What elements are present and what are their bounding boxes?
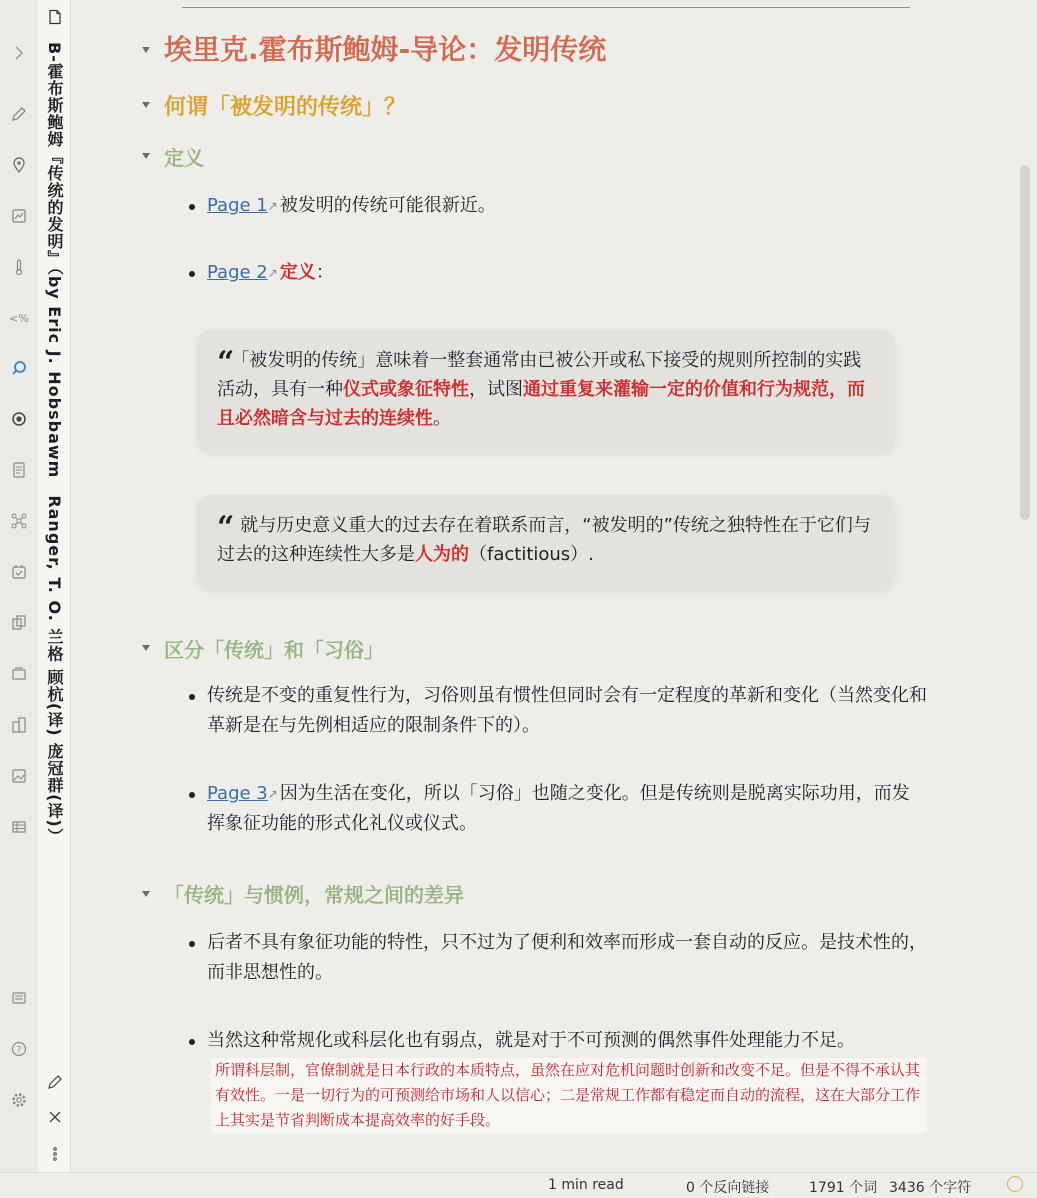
fold-arrow-icon[interactable]	[142, 891, 150, 897]
template-icon[interactable]: <%	[9, 311, 29, 325]
list-item: Page 3↗ 因为生活在变化，所以「习俗」也随之变化。但是传统则是脱离实际功用，而发挥象征功能的形式化礼仪或仪式。	[207, 783, 910, 834]
scrollbar[interactable]	[1020, 165, 1030, 520]
network-icon[interactable]	[9, 511, 29, 531]
vertical-tab[interactable]	[38, 0, 71, 1172]
help-icon[interactable]	[9, 1039, 29, 1059]
building-icon[interactable]	[9, 715, 29, 735]
close-icon[interactable]	[46, 1108, 64, 1126]
external-link-icon: ↗	[267, 199, 278, 213]
heading-2: 何谓「被发明的传统」？	[164, 95, 407, 120]
heading-definition: 定义	[164, 146, 204, 170]
quote-icon: “	[217, 510, 235, 545]
edit-icon[interactable]	[46, 1073, 64, 1091]
bullet	[189, 694, 195, 700]
book-icon[interactable]	[9, 988, 29, 1008]
bullet	[189, 792, 195, 798]
settings-icon[interactable]	[9, 1090, 29, 1110]
heading-1: 埃里克.霍布斯鲍姆-导论：发明传统	[164, 33, 607, 66]
quote-icon: “	[217, 345, 235, 380]
divider	[182, 7, 910, 8]
blockquote: “ 就与历史意义重大的过去存在着联系而言，“被发明的”传统之独特性在于它们与过去的这种连续性大多是人为的（factitious）.	[197, 495, 895, 591]
page-link[interactable]: Page 2	[207, 262, 268, 283]
fold-arrow-icon[interactable]	[142, 153, 150, 159]
page-link[interactable]: Page 3	[207, 783, 268, 804]
chevron-right-icon[interactable]	[9, 43, 29, 63]
more-icon[interactable]	[46, 1145, 64, 1163]
bullet	[189, 1039, 195, 1045]
file-icon	[46, 8, 64, 26]
sync-status-icon[interactable]	[1007, 1176, 1023, 1192]
thermometer-icon[interactable]	[9, 257, 29, 277]
list-item: 后者不具有象征功能的特性，只不过为了便利和效率而形成一套自动的反应。是技术性的，而非思想性的。	[207, 932, 927, 983]
page-link[interactable]: Page 1	[207, 195, 268, 216]
char-count: 3436 个字符	[889, 1180, 972, 1196]
copy-icon[interactable]	[9, 613, 29, 633]
svg-text:?: ?	[16, 1045, 22, 1056]
image-icon[interactable]	[9, 766, 29, 786]
graph-icon[interactable]	[9, 409, 29, 429]
fold-arrow-icon[interactable]	[142, 47, 150, 53]
left-ribbon	[0, 0, 39, 1197]
tab-title[interactable]: B-霍布斯鲍姆『传统的发明』（by Eric J. Hobsbawm Ranger, T. O. 兰格 顾杭(译) 庞冠群(译)）	[45, 42, 64, 845]
list-item: 传统是不变的重复性行为，习俗则虽有惯性但同时会有一定程度的革新和变化（当然变化和革新是在与先例相适应的限制条件下的）。	[207, 685, 927, 736]
note-content[interactable]	[72, 0, 1017, 1172]
document-icon[interactable]	[9, 460, 29, 480]
table-icon[interactable]	[9, 817, 29, 837]
bullet	[189, 941, 195, 947]
search-icon[interactable]	[9, 358, 29, 378]
pencil-icon[interactable]	[9, 104, 29, 124]
heading-distinguish: 区分「传统」和「习俗」	[164, 638, 384, 662]
list-item: Page 1↗ 被发明的传统可能很新近。	[207, 195, 496, 216]
calendar-check-icon[interactable]	[9, 562, 29, 582]
fold-arrow-icon[interactable]	[142, 645, 150, 651]
slides-icon[interactable]	[9, 664, 29, 684]
list-item: 当然这种常规化或科层化也有弱点，就是对于不可预测的偶然事件处理能力不足。	[207, 1030, 855, 1051]
external-link-icon: ↗	[267, 787, 278, 801]
map-pin-icon[interactable]	[9, 155, 29, 175]
status-bar	[0, 1172, 1037, 1198]
annotation-note: 所谓科层制，官僚制就是日本行政的本质特点，虽然在应对危机问题时创新和改变不足。但是不得不承认其有效性。一是一切行为的可预测给市场和人以信心；二是常规工作都有稳定而自动的流程，这在大部分工作上其实是节省判断成本提高效率的好手段。	[211, 1058, 927, 1133]
bullet	[189, 271, 195, 277]
bullet	[189, 204, 195, 210]
heading-convention: 「传统」与惯例，常规之间的差异	[164, 883, 464, 907]
read-time: 1 min read	[548, 1177, 624, 1193]
calendar-icon[interactable]	[9, 206, 29, 226]
backlinks-count[interactable]: 0 个反向链接	[686, 1180, 770, 1196]
word-count: 1791 个词	[809, 1180, 878, 1196]
external-link-icon: ↗	[267, 266, 278, 280]
blockquote: “ 「被发明的传统」意味着一整套通常由已被公开或私下接受的规则所控制的实践活动，具有一种仪式或象征特性，试图通过重复来灌输一定的价值和行为规范，而且必然暗含与过去的连续性。	[197, 330, 895, 454]
fold-arrow-icon[interactable]	[142, 102, 150, 108]
list-item: Page 2↗ 定义：	[207, 262, 334, 283]
